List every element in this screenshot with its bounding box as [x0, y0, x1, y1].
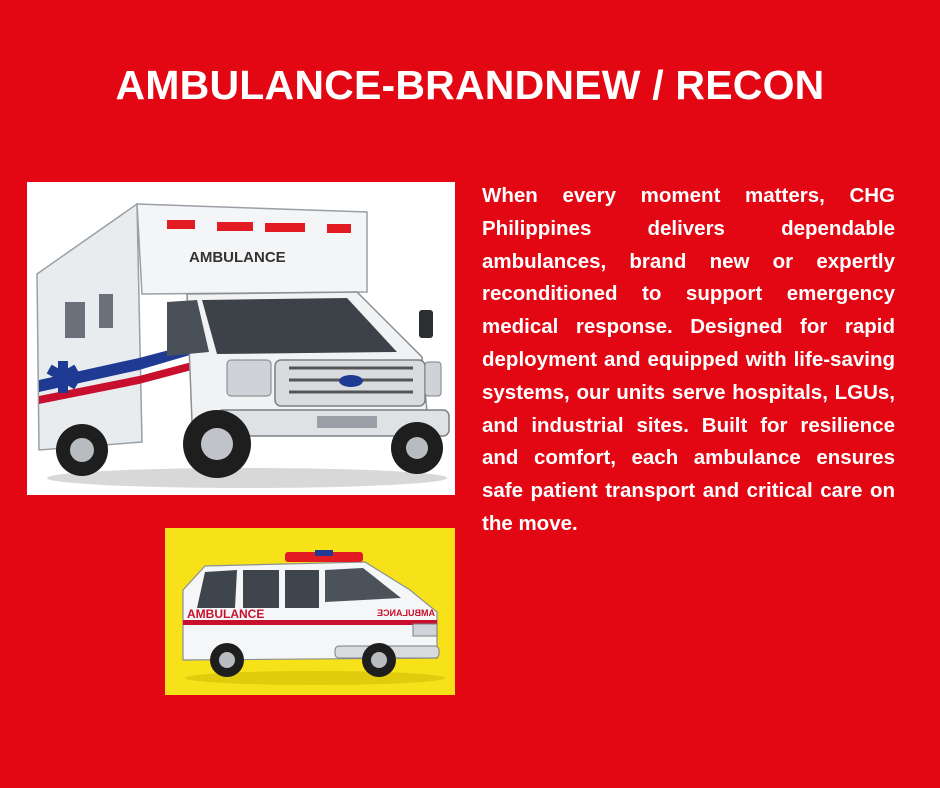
truck-body-label: AMBULANCE [189, 249, 286, 266]
ambulance-truck-photo [27, 182, 455, 495]
description-text: When every moment matters, CHG Philippines delivers dependable ambulances, brand new or expertly reconditioned to support emergency medical response. Designed for rapid deployment and equipped with life-saving systems, our units serve hospitals, LGUs, and industrial sites. Built for resilience and comfort, each ambulance ensures safe patient transport and critical care on the move. [482, 184, 895, 535]
page-title: AMBULANCE-BRANDNEW / RECON [115, 62, 825, 108]
ambulance-van-photo [165, 528, 455, 695]
van-side-label: AMBULANCE [187, 607, 265, 621]
van-hood-label: AMBULANCE [377, 608, 435, 618]
